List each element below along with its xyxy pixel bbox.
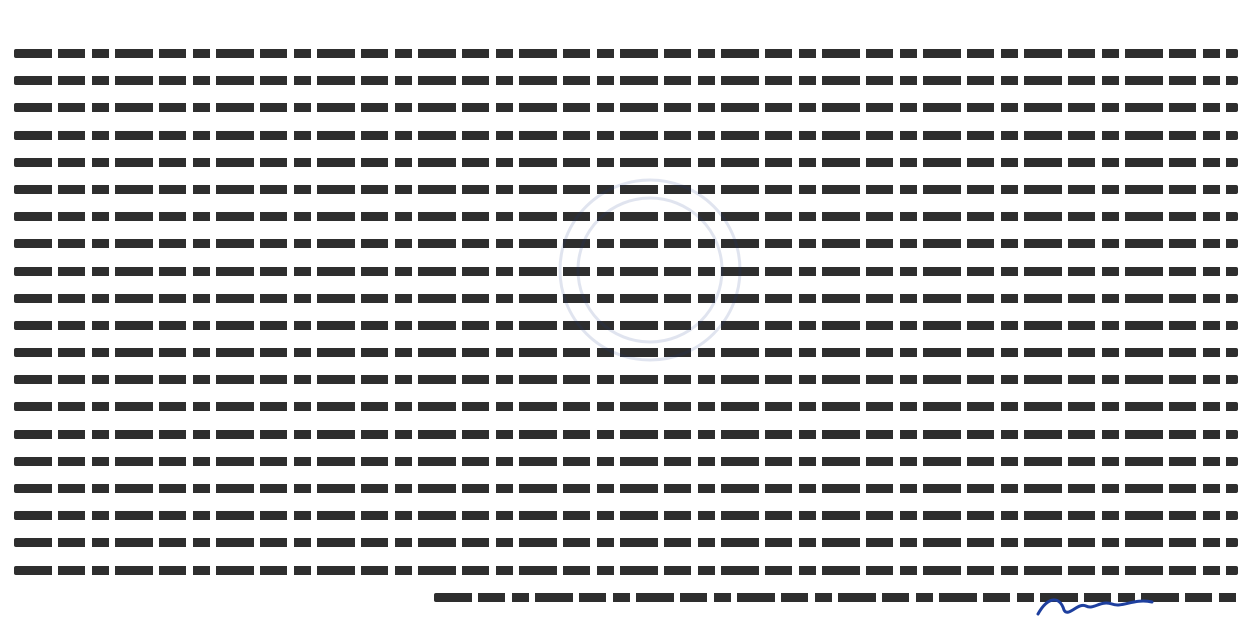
document-line [14,498,1238,525]
document-line [14,471,1238,498]
document-line [14,145,1238,172]
document-line [14,254,1238,281]
document-line [14,553,1238,580]
document-title [14,8,1238,34]
document-line [14,362,1238,389]
document-line [14,335,1238,362]
document-line [14,199,1238,226]
document-line [14,308,1238,335]
document-line [14,118,1238,145]
document-line [14,417,1238,444]
document-line [14,36,1238,63]
document-line [14,90,1238,117]
document-body [14,36,1238,607]
document-line [14,226,1238,253]
document-line [14,525,1238,552]
document-line [14,389,1238,416]
document-line [14,63,1238,90]
document-line [14,172,1238,199]
document-line [14,444,1238,471]
document-line [14,281,1238,308]
signature-mark [1030,592,1160,620]
